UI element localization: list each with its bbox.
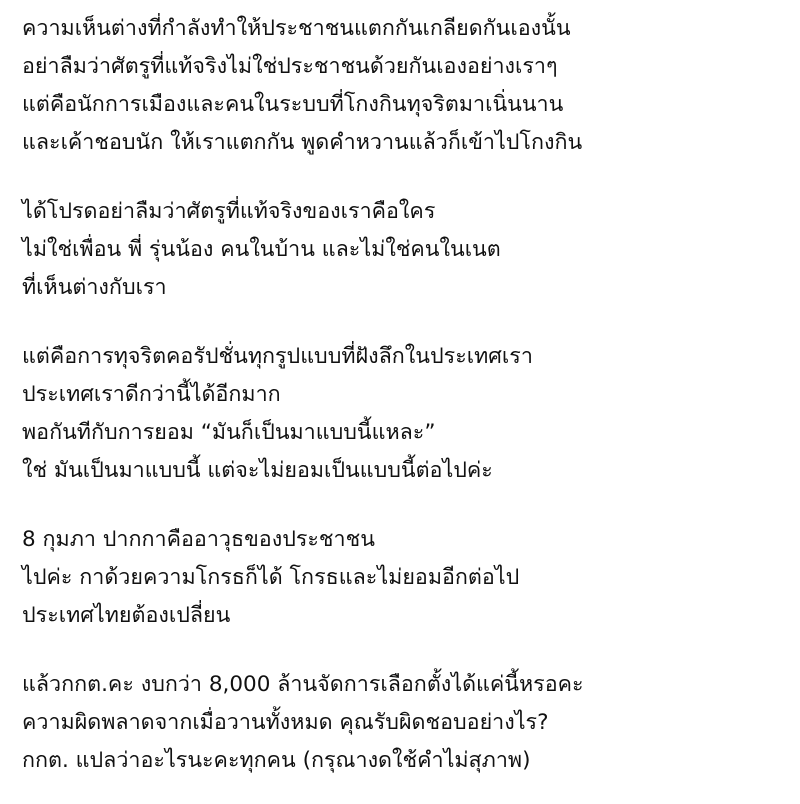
post-body: [22, 10, 792, 780]
post-line: 8 กุมภา ปากกาคืออาวุธของประชาชน: [22, 527, 375, 552]
paragraph-4: [22, 521, 792, 635]
post-line: อย่าลืมว่าศัตรูที่แท้จริงไม่ใช่ประชาชนด้วยกันเองอย่างเราๆ: [22, 54, 558, 79]
paragraph-2: [22, 193, 792, 307]
post-line: ความเห็นต่างที่กำลังทำให้ประชาชนแตกกันเกลียดกันเองนั้น: [22, 16, 571, 41]
post-line: พอกันทีกับการยอม “มันก็เป็นมาแบบนี้แหละ”: [22, 420, 436, 445]
post-line: แต่คือนักการเมืองและคนในระบบที่โกงกินทุจริตมาเนิ่นนาน: [22, 92, 564, 117]
post-line: แล้วกกต.คะ งบกว่า 8,000 ล้านจัดการเลือกตั้งได้แค่นี้หรอคะ: [22, 672, 584, 697]
paragraph-5: [22, 666, 792, 780]
post-line: ที่เห็นต่างกับเรา: [22, 275, 167, 300]
post-line: ไปค่ะ กาด้วยความโกรธก็ได้ โกรธและไม่ยอมอีกต่อไป: [22, 565, 520, 590]
paragraph-3: [22, 338, 792, 490]
post-line: ประเทศไทยต้องเปลี่ยน: [22, 603, 231, 628]
post-line: กกต. แปลว่าอะไรนะคะทุกคน (กรุณางดใช้คำไม่สุภาพ): [22, 748, 531, 773]
post-line: และเค้าชอบนัก ให้เราแตกกัน พูดคำหวานแล้วก็เข้าไปโกงกิน: [22, 130, 583, 155]
post-line: ใช่ มันเป็นมาแบบนี้ แต่จะไม่ยอมเป็นแบบนี้ต่อไปค่ะ: [22, 458, 493, 483]
paragraph-1: [22, 10, 792, 162]
post-line: ประเทศเราดีกว่านี้ได้อีกมาก: [22, 382, 281, 407]
post-line: ความผิดพลาดจากเมื่อวานทั้งหมด คุณรับผิดชอบอย่างไร?: [22, 710, 549, 735]
post-line: ไม่ใช่เพื่อน พี่ รุ่นน้อง คนในบ้าน และไม่ใช่คนในเนต: [22, 237, 501, 262]
post-line: ได้โปรดอย่าลืมว่าศัตรูที่แท้จริงของเราคือใคร: [22, 199, 436, 224]
post-line: แต่คือการทุจริตคอรัปชั่นทุกรูปแบบที่ฝังลึกในประเทศเรา: [22, 344, 533, 369]
